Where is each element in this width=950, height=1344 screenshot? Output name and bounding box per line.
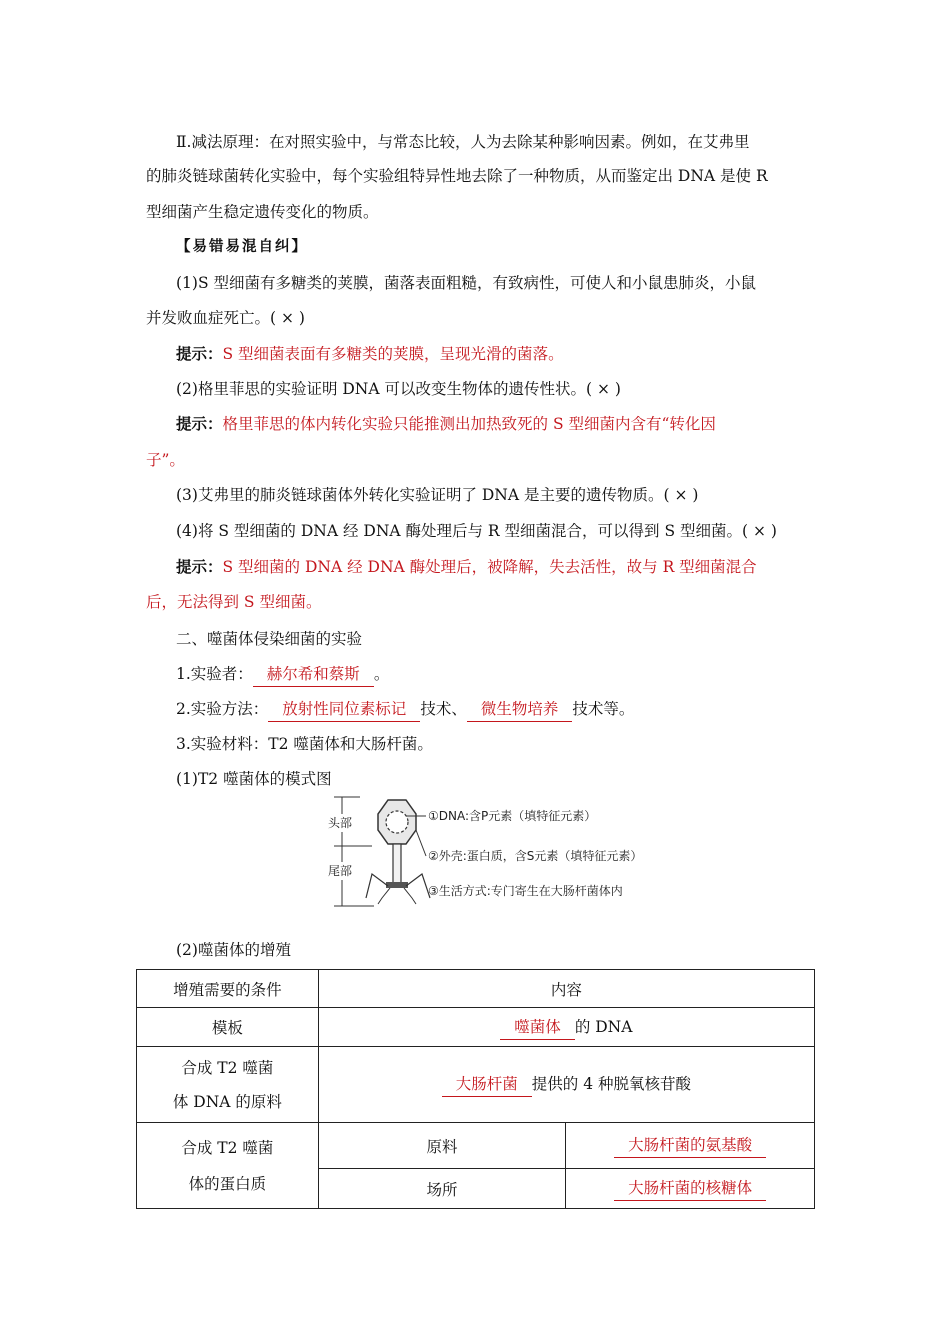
experimenter-line bbox=[176, 656, 808, 692]
item-4-hint-line-2: 后，无法得到 S 型细菌。 bbox=[146, 593, 322, 611]
item-1-line-1: (1)S 型细菌有多糖类的荚膜，菌落表面粗糙，有致病性，可使人和小鼠患肺炎，小鼠 bbox=[176, 274, 757, 292]
row-protein-label-line-2: 体的蛋白质 bbox=[188, 1174, 267, 1193]
method-mid: 技术、 bbox=[420, 700, 467, 718]
experimenter-answer: 赫尔希和蔡斯 bbox=[253, 662, 374, 687]
row-dna-label-line-2: 体 DNA 的原料 bbox=[172, 1092, 282, 1111]
subtraction-line-1: Ⅱ.减法原理：在对照实验中，与常态比较，人为去除某种影响因素。例如，在艾弗里 bbox=[176, 133, 750, 151]
hint-text: 格里菲思的体内转化实验只能推测出加热致死的 S 型细菌内含有“转化因 bbox=[222, 415, 716, 433]
table-row bbox=[137, 1047, 815, 1123]
item-4-hint bbox=[176, 549, 808, 585]
experimenter-end: 。 bbox=[373, 665, 390, 683]
row-dna-label-line-1: 合成 T2 噬菌 bbox=[181, 1058, 274, 1077]
dna-answer: 大肠杆菌 bbox=[442, 1072, 532, 1097]
hint-text: S 型细菌的 DNA 经 DNA 酶处理后，被降解，失去活性，故与 R 型细菌混合 bbox=[222, 558, 757, 576]
table-row bbox=[137, 1008, 815, 1047]
pointer-line bbox=[416, 830, 426, 856]
sub-material-cell bbox=[566, 1123, 815, 1169]
hint-label: 提示： bbox=[176, 414, 223, 433]
method-label: 2.实验方法： bbox=[176, 700, 269, 718]
row-protein-label bbox=[137, 1123, 319, 1209]
header-content: 内容 bbox=[318, 970, 814, 1008]
note-dna: ①DNA:含P元素（填特征元素） bbox=[428, 809, 597, 823]
method-answer-2: 微生物培养 bbox=[467, 697, 573, 722]
item-1-hint bbox=[176, 336, 808, 372]
method-line bbox=[176, 691, 808, 727]
item-2: (2)格里菲思的实验证明 DNA 可以改变生物体的遗传性状。( × ) bbox=[176, 380, 621, 398]
base-plate bbox=[386, 882, 408, 888]
section-tag: 【易错易混自纠】 bbox=[176, 238, 308, 255]
header-condition: 增殖需要的条件 bbox=[137, 970, 319, 1008]
item-2-hint-line-2: 子”。 bbox=[146, 451, 185, 469]
sub-material-label: 原料 bbox=[318, 1123, 566, 1169]
head-label: 头部 bbox=[328, 816, 353, 830]
dna-core bbox=[386, 811, 408, 833]
material-line: 3.实验材料：T2 噬菌体和大肠杆菌。 bbox=[176, 735, 433, 753]
template-answer: 噬菌体 bbox=[500, 1015, 575, 1040]
item-1-line-2: 并发败血症死亡。( × ) bbox=[146, 309, 305, 327]
item-4: (4)将 S 型细菌的 DNA 经 DNA 酶处理后与 R 型细菌混合，可以得到 S 型细菌。( × ) bbox=[176, 522, 777, 540]
row-dna-label bbox=[137, 1047, 319, 1123]
subtraction-line-2: 的肺炎链球菌转化实验中，每个实验组特异性地去除了一种物质，从而鉴定出 DNA 是使 R bbox=[146, 167, 768, 185]
row-dna-content bbox=[318, 1047, 814, 1123]
row-template-content bbox=[318, 1008, 814, 1047]
sub-material-answer: 大肠杆菌的氨基酸 bbox=[614, 1133, 766, 1158]
phage-tail bbox=[393, 844, 401, 886]
table-row bbox=[137, 1123, 815, 1169]
method-end: 技术等。 bbox=[572, 700, 635, 718]
subtraction-line-3: 型细菌产生稳定遗传变化的物质。 bbox=[146, 203, 379, 221]
note-lifestyle: ③生活方式:专门寄生在大肠杆菌体内 bbox=[428, 884, 623, 898]
item-3: (3)艾弗里的肺炎链球菌体外转化实验证明了 DNA 是主要的遗传物质。( × ) bbox=[176, 486, 699, 504]
tail-fiber bbox=[378, 888, 390, 904]
note-coat: ②外壳:蛋白质，含S元素（填特征元素） bbox=[428, 849, 643, 863]
dna-suffix: 提供的 4 种脱氧核苷酸 bbox=[531, 1075, 691, 1093]
row-protein-label-line-1: 合成 T2 噬菌 bbox=[181, 1138, 274, 1157]
template-suffix: 的 DNA bbox=[574, 1017, 633, 1036]
reproduction-title: (2)噬菌体的增殖 bbox=[176, 941, 291, 959]
table-row bbox=[137, 970, 815, 1008]
method-answer-1: 放射性同位素标记 bbox=[268, 697, 420, 722]
sub-site-label: 场所 bbox=[318, 1169, 566, 1209]
experimenter-label: 1.实验者： bbox=[176, 665, 253, 683]
phage-diagram bbox=[326, 794, 666, 910]
tail-label: 尾部 bbox=[328, 864, 353, 878]
model-title: (1)T2 噬菌体的模式图 bbox=[176, 770, 332, 788]
hint-label: 提示： bbox=[176, 557, 223, 576]
hint-text: S 型细菌表面有多糖类的荚膜，呈现光滑的菌落。 bbox=[222, 345, 564, 363]
sub-site-cell bbox=[566, 1169, 815, 1209]
row-template-label: 模板 bbox=[137, 1008, 319, 1047]
hint-label: 提示： bbox=[176, 344, 223, 363]
item-2-hint bbox=[176, 406, 808, 442]
reproduction-table bbox=[136, 969, 815, 1209]
sub-site-answer: 大肠杆菌的核糖体 bbox=[614, 1176, 766, 1201]
section-heading: 二、噬菌体侵染细菌的实验 bbox=[176, 630, 363, 648]
tail-fiber bbox=[404, 888, 416, 904]
